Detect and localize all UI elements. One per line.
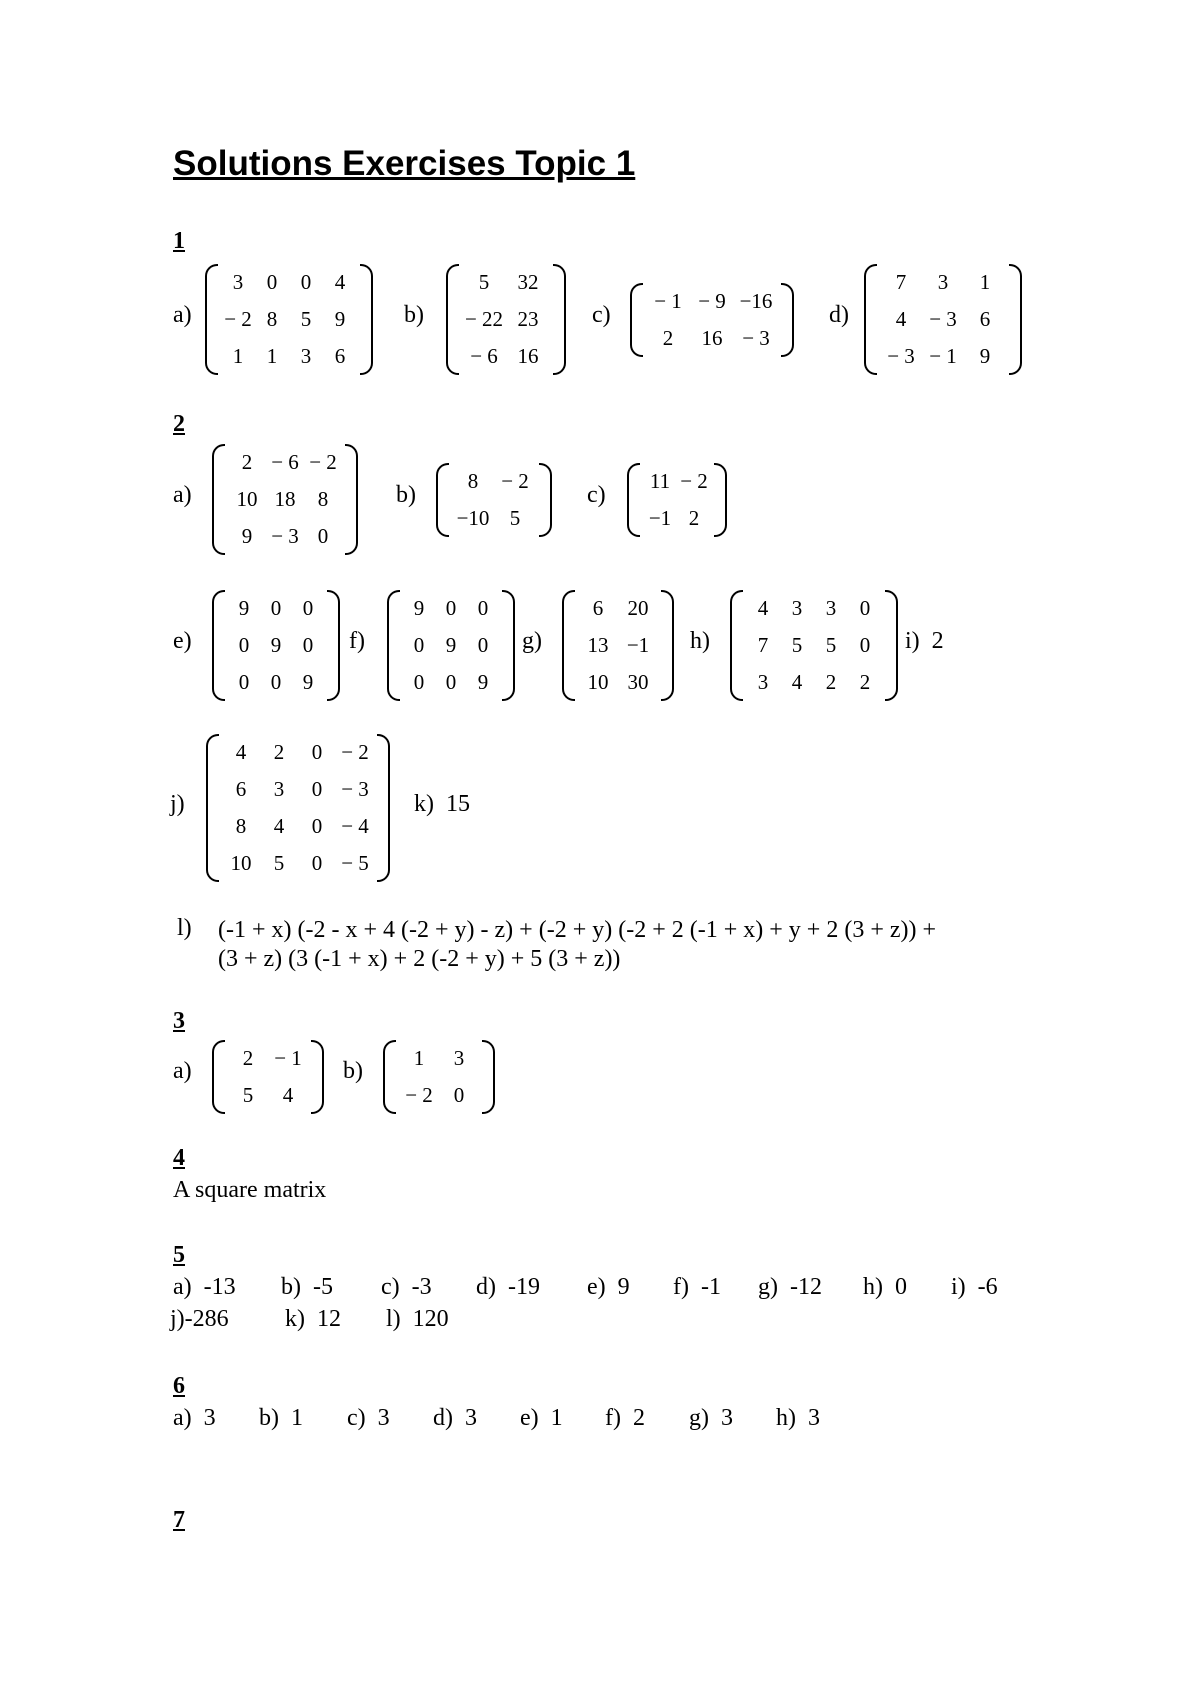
matrix-cell: 5 [825,633,837,657]
answer-6f-value: 2 [632,1405,645,1431]
matrix-2a [212,444,358,555]
answer-2a-label: a) [173,482,192,508]
answer-5l [386,1306,449,1333]
matrix-cell: − 2 [341,740,369,764]
matrix-1c [630,283,794,357]
matrix-grid [219,734,377,882]
section-4-number: 4 [173,1145,185,1171]
matrix-left-bracket [730,590,743,701]
matrix-cell: − 1 [654,289,682,313]
matrix-cell: 6 [334,344,346,368]
matrix-left-bracket [864,264,877,375]
answer-2l-line1: (-1 + x) (-2 - x + 4 (-2 + y) - z) + (-2 + y) (-2 + 2 (-1 + x) + y + 2 (3 + z)) + [218,917,937,943]
matrix-2h [730,590,898,701]
matrix-grid [218,264,360,375]
matrix-cell: 0 [859,633,871,657]
matrix-cell: 9 [413,596,425,620]
matrix-grid [396,1040,482,1114]
matrix-cell: 0 [859,596,871,620]
answer-5g [758,1274,822,1301]
matrix-right-bracket [885,590,898,701]
matrix-cell: 6 [235,777,247,801]
matrix-cell: 1 [232,344,244,368]
matrix-cell: − 3 [887,344,915,368]
section-1-number: 1 [173,228,185,254]
matrix-2e [212,590,340,701]
answer-1b-label: b) [404,302,424,328]
matrix-cell: 9 [241,524,253,548]
answer-6f-label: f) [605,1405,621,1431]
matrix-cell: 10 [587,670,609,694]
matrix-cell: 9 [477,670,489,694]
matrix-cell: 2 [825,670,837,694]
matrix-1b [446,264,566,375]
matrix-cell: 10 [236,487,258,511]
matrix-grid [640,463,714,537]
answer-1d-label: d) [829,302,849,328]
answer-6e-label: e) [520,1405,539,1431]
matrix-cell: 8 [467,469,479,493]
answer-6h-label: h) [776,1405,796,1431]
answer-5c [381,1274,432,1301]
matrix-right-bracket [482,1040,495,1114]
answer-5i [951,1274,998,1301]
answer-1c-label: c) [592,302,611,328]
page-title: Solutions Exercises Topic 1 [173,144,636,183]
answer-5e [587,1274,630,1301]
matrix-left-bracket [630,283,643,357]
answer-5e-label: e) [587,1274,606,1300]
matrix-left-bracket [436,463,449,537]
section-5-number: 5 [173,1242,185,1268]
answer-2i-label: i) [905,628,920,654]
answer-5f-label: f) [673,1274,689,1300]
matrix-cell: 0 [311,740,323,764]
matrix-cell: 5 [478,270,490,294]
matrix-cell: 5 [273,851,285,875]
answer-5i-label: i) [951,1274,966,1300]
matrix-left-bracket [212,1040,225,1114]
matrix-cell: 5 [791,633,803,657]
matrix-right-bracket [360,264,373,375]
matrix-cell: 0 [302,596,314,620]
matrix-left-bracket [627,463,640,537]
answer-2k-value: 15 [446,791,470,817]
answer-5g-value: -12 [790,1274,822,1300]
matrix-left-bracket [212,590,225,701]
matrix-cell: 0 [453,1083,465,1107]
matrix-cell: 10 [230,851,252,875]
answer-6b-label: b) [259,1405,279,1431]
matrix-cell: 30 [627,670,649,694]
answer-6g-label: g) [689,1405,709,1431]
matrix-cell: 11 [649,469,671,493]
answer-2g-label: g) [522,628,542,654]
answer-6g-value: 3 [721,1405,733,1431]
matrix-cell: − 22 [464,307,504,331]
answer-6h [776,1405,820,1432]
matrix-cell: 1 [266,344,278,368]
matrix-cell: 9 [445,633,457,657]
matrix-grid [575,590,661,701]
section-6-number: 6 [173,1373,185,1399]
answer-2f-label: f) [349,628,365,654]
matrix-cell: 2 [242,1046,254,1070]
answer-3a-label: a) [173,1058,192,1084]
matrix-cell: 2 [859,670,871,694]
answer-5h [863,1274,907,1301]
answer-5c-label: c) [381,1274,400,1300]
matrix-cell: 8 [266,307,278,331]
matrix-cell: −1 [626,633,650,657]
matrix-left-bracket [446,264,459,375]
answer-5b [281,1274,333,1301]
answer-6d [433,1405,477,1432]
answer-5d-value: -19 [508,1274,540,1300]
answer-1a-label: a) [173,302,192,328]
matrix-cell: 9 [979,344,991,368]
matrix-2g [562,590,674,701]
matrix-cell: 6 [592,596,604,620]
matrix-cell: 5 [509,506,521,530]
matrix-cell: −16 [739,289,773,313]
section-2-number: 2 [173,411,185,437]
matrix-left-bracket [562,590,575,701]
answer-5j-label: j) [170,1306,185,1332]
matrix-cell: 0 [300,270,312,294]
answer-5d-label: d) [476,1274,496,1300]
answer-2j-label: j) [170,791,185,817]
matrix-cell: − 1 [929,344,957,368]
matrix-cell: 3 [937,270,949,294]
answer-6d-value: 3 [465,1405,477,1431]
matrix-cell: 2 [688,506,700,530]
answer-5k-value: 12 [317,1306,341,1332]
matrix-cell: 0 [266,270,278,294]
matrix-cell: 4 [273,814,285,838]
matrix-cell: − 6 [271,450,299,474]
matrix-cell: − 2 [309,450,337,474]
matrix-right-bracket [345,444,358,555]
section-7-number: 7 [173,1507,185,1533]
matrix-2f [387,590,515,701]
matrix-2j [206,734,390,882]
answer-5b-label: b) [281,1274,301,1300]
answer-5b-value: -5 [313,1274,333,1300]
answer-6g [689,1405,733,1432]
matrix-cell: 0 [413,670,425,694]
answer-2c-label: c) [587,482,606,508]
answer-5a-label: a) [173,1274,192,1300]
matrix-cell: 0 [477,633,489,657]
answer-2i-value: 2 [931,628,944,654]
matrix-cell: − 5 [341,851,369,875]
matrix-cell: 0 [270,670,282,694]
matrix-cell: 0 [445,670,457,694]
matrix-grid [449,463,539,537]
matrix-grid [225,444,345,555]
matrix-grid [400,590,502,701]
answer-5j [170,1306,229,1333]
matrix-cell: − 2 [224,307,252,331]
matrix-cell: 7 [757,633,769,657]
matrix-cell: 0 [477,596,489,620]
matrix-1a [205,264,373,375]
matrix-cell: 13 [587,633,609,657]
answer-5k-label: k) [285,1306,305,1332]
answer-5a-value: -13 [203,1274,236,1300]
answer-5f [673,1274,721,1301]
answer-6b-value: 1 [291,1405,303,1431]
matrix-right-bracket [1009,264,1022,375]
answer-6d-label: d) [433,1405,453,1431]
matrix-cell: − 3 [929,307,957,331]
matrix-cell: 2 [273,740,285,764]
answer-6e [520,1405,563,1432]
matrix-cell: − 2 [405,1083,433,1107]
answer-5l-value: 120 [412,1306,449,1332]
matrix-left-bracket [212,444,225,555]
answer-2b-label: b) [396,482,416,508]
matrix-cell: − 2 [680,469,708,493]
answer-5l-label: l) [386,1306,401,1332]
answer-6c-label: c) [347,1405,366,1431]
matrix-cell: 16 [517,344,539,368]
matrix-cell: − 4 [341,814,369,838]
matrix-cell: − 3 [341,777,369,801]
section-3-number: 3 [173,1008,185,1034]
answer-2h-label: h) [690,628,710,654]
matrix-cell: − 1 [274,1046,302,1070]
matrix-cell: 3 [825,596,837,620]
matrix-cell: 4 [895,307,907,331]
matrix-cell: 4 [282,1083,294,1107]
answer-6a [173,1405,216,1432]
matrix-cell: 32 [517,270,539,294]
matrix-cell: 1 [413,1046,425,1070]
answer-5a [173,1274,236,1301]
matrix-grid [225,590,327,701]
matrix-grid [877,264,1009,375]
answer-2k [414,791,470,818]
matrix-cell: 3 [757,670,769,694]
answer-5h-value: 0 [895,1274,907,1300]
answer-5c-value: -3 [411,1274,432,1300]
matrix-right-bracket [781,283,794,357]
matrix-cell: 0 [302,633,314,657]
matrix-right-bracket [661,590,674,701]
matrix-2b [436,463,552,537]
matrix-cell: 16 [701,326,723,350]
matrix-cell: 3 [453,1046,465,1070]
matrix-cell: 6 [979,307,991,331]
answer-6f [605,1405,645,1432]
answer-6e-value: 1 [550,1405,563,1431]
matrix-cell: 18 [274,487,296,511]
matrix-cell: 0 [311,851,323,875]
matrix-cell: 0 [238,633,250,657]
answer-6a-value: 3 [203,1405,216,1431]
matrix-cell: 0 [413,633,425,657]
matrix-cell: −10 [456,506,490,530]
matrix-left-bracket [206,734,219,882]
answer-6c [347,1405,390,1432]
answer-6b [259,1405,303,1432]
matrix-cell: 0 [270,596,282,620]
matrix-left-bracket [383,1040,396,1114]
matrix-cell: 7 [895,270,907,294]
matrix-left-bracket [387,590,400,701]
matrix-cell: 2 [662,326,674,350]
matrix-right-bracket [377,734,390,882]
matrix-cell: 23 [517,307,539,331]
matrix-cell: 9 [302,670,314,694]
matrix-cell: 8 [317,487,329,511]
matrix-cell: − 3 [271,524,299,548]
matrix-right-bracket [502,590,515,701]
answer-5h-label: h) [863,1274,883,1300]
answer-2l-line2: (3 + z) (3 (-1 + x) + 2 (-2 + y) + 5 (3 + z)) [218,946,621,972]
matrix-cell: 0 [445,596,457,620]
matrix-cell: 4 [334,270,346,294]
matrix-right-bracket [327,590,340,701]
matrix-cell: −1 [648,506,672,530]
matrix-right-bracket [553,264,566,375]
matrix-cell: 0 [311,814,323,838]
matrix-left-bracket [205,264,218,375]
matrix-grid [643,283,781,357]
answer-5d [476,1274,540,1301]
matrix-cell: 0 [238,670,250,694]
answer-5e-value: 9 [617,1274,630,1300]
matrix-right-bracket [714,463,727,537]
matrix-grid [743,590,885,701]
answer-2l-label: l) [177,915,192,941]
matrix-cell: 0 [317,524,329,548]
matrix-cell: 4 [791,670,803,694]
answer-5j-value: -286 [184,1306,229,1332]
matrix-2c [627,463,727,537]
matrix-cell: 3 [791,596,803,620]
matrix-cell: − 3 [742,326,770,350]
answer-5f-value: -1 [700,1274,721,1300]
answer-5k [285,1306,341,1333]
answer-5i-value: -6 [977,1274,998,1300]
matrix-cell: 8 [235,814,247,838]
answer-2k-label: k) [414,791,434,817]
matrix-1d [864,264,1022,375]
matrix-3a [212,1040,324,1114]
matrix-cell: 3 [273,777,285,801]
matrix-cell: − 2 [501,469,529,493]
answer-5g-label: g) [758,1274,778,1300]
matrix-cell: 3 [232,270,244,294]
matrix-grid [225,1040,311,1114]
matrix-cell: 0 [311,777,323,801]
matrix-cell: 5 [300,307,312,331]
matrix-cell: − 6 [470,344,498,368]
matrix-cell: 20 [627,596,649,620]
answer-3b-label: b) [343,1058,363,1084]
answer-6a-label: a) [173,1405,192,1431]
matrix-cell: 5 [242,1083,254,1107]
matrix-3b [383,1040,495,1114]
answer-6c-value: 3 [377,1405,390,1431]
answer-4-text: A square matrix [173,1177,327,1203]
matrix-cell: 3 [300,344,312,368]
matrix-cell: 9 [334,307,346,331]
answer-2e-label: e) [173,628,192,654]
answer-6h-value: 3 [808,1405,820,1431]
matrix-cell: 1 [979,270,991,294]
matrix-cell: 4 [757,596,769,620]
matrix-grid [459,264,553,375]
matrix-cell: 4 [235,740,247,764]
matrix-right-bracket [539,463,552,537]
matrix-cell: − 9 [698,289,726,313]
matrix-cell: 9 [238,596,250,620]
matrix-cell: 2 [241,450,253,474]
answer-2i [905,628,944,655]
matrix-cell: 9 [270,633,282,657]
matrix-right-bracket [311,1040,324,1114]
